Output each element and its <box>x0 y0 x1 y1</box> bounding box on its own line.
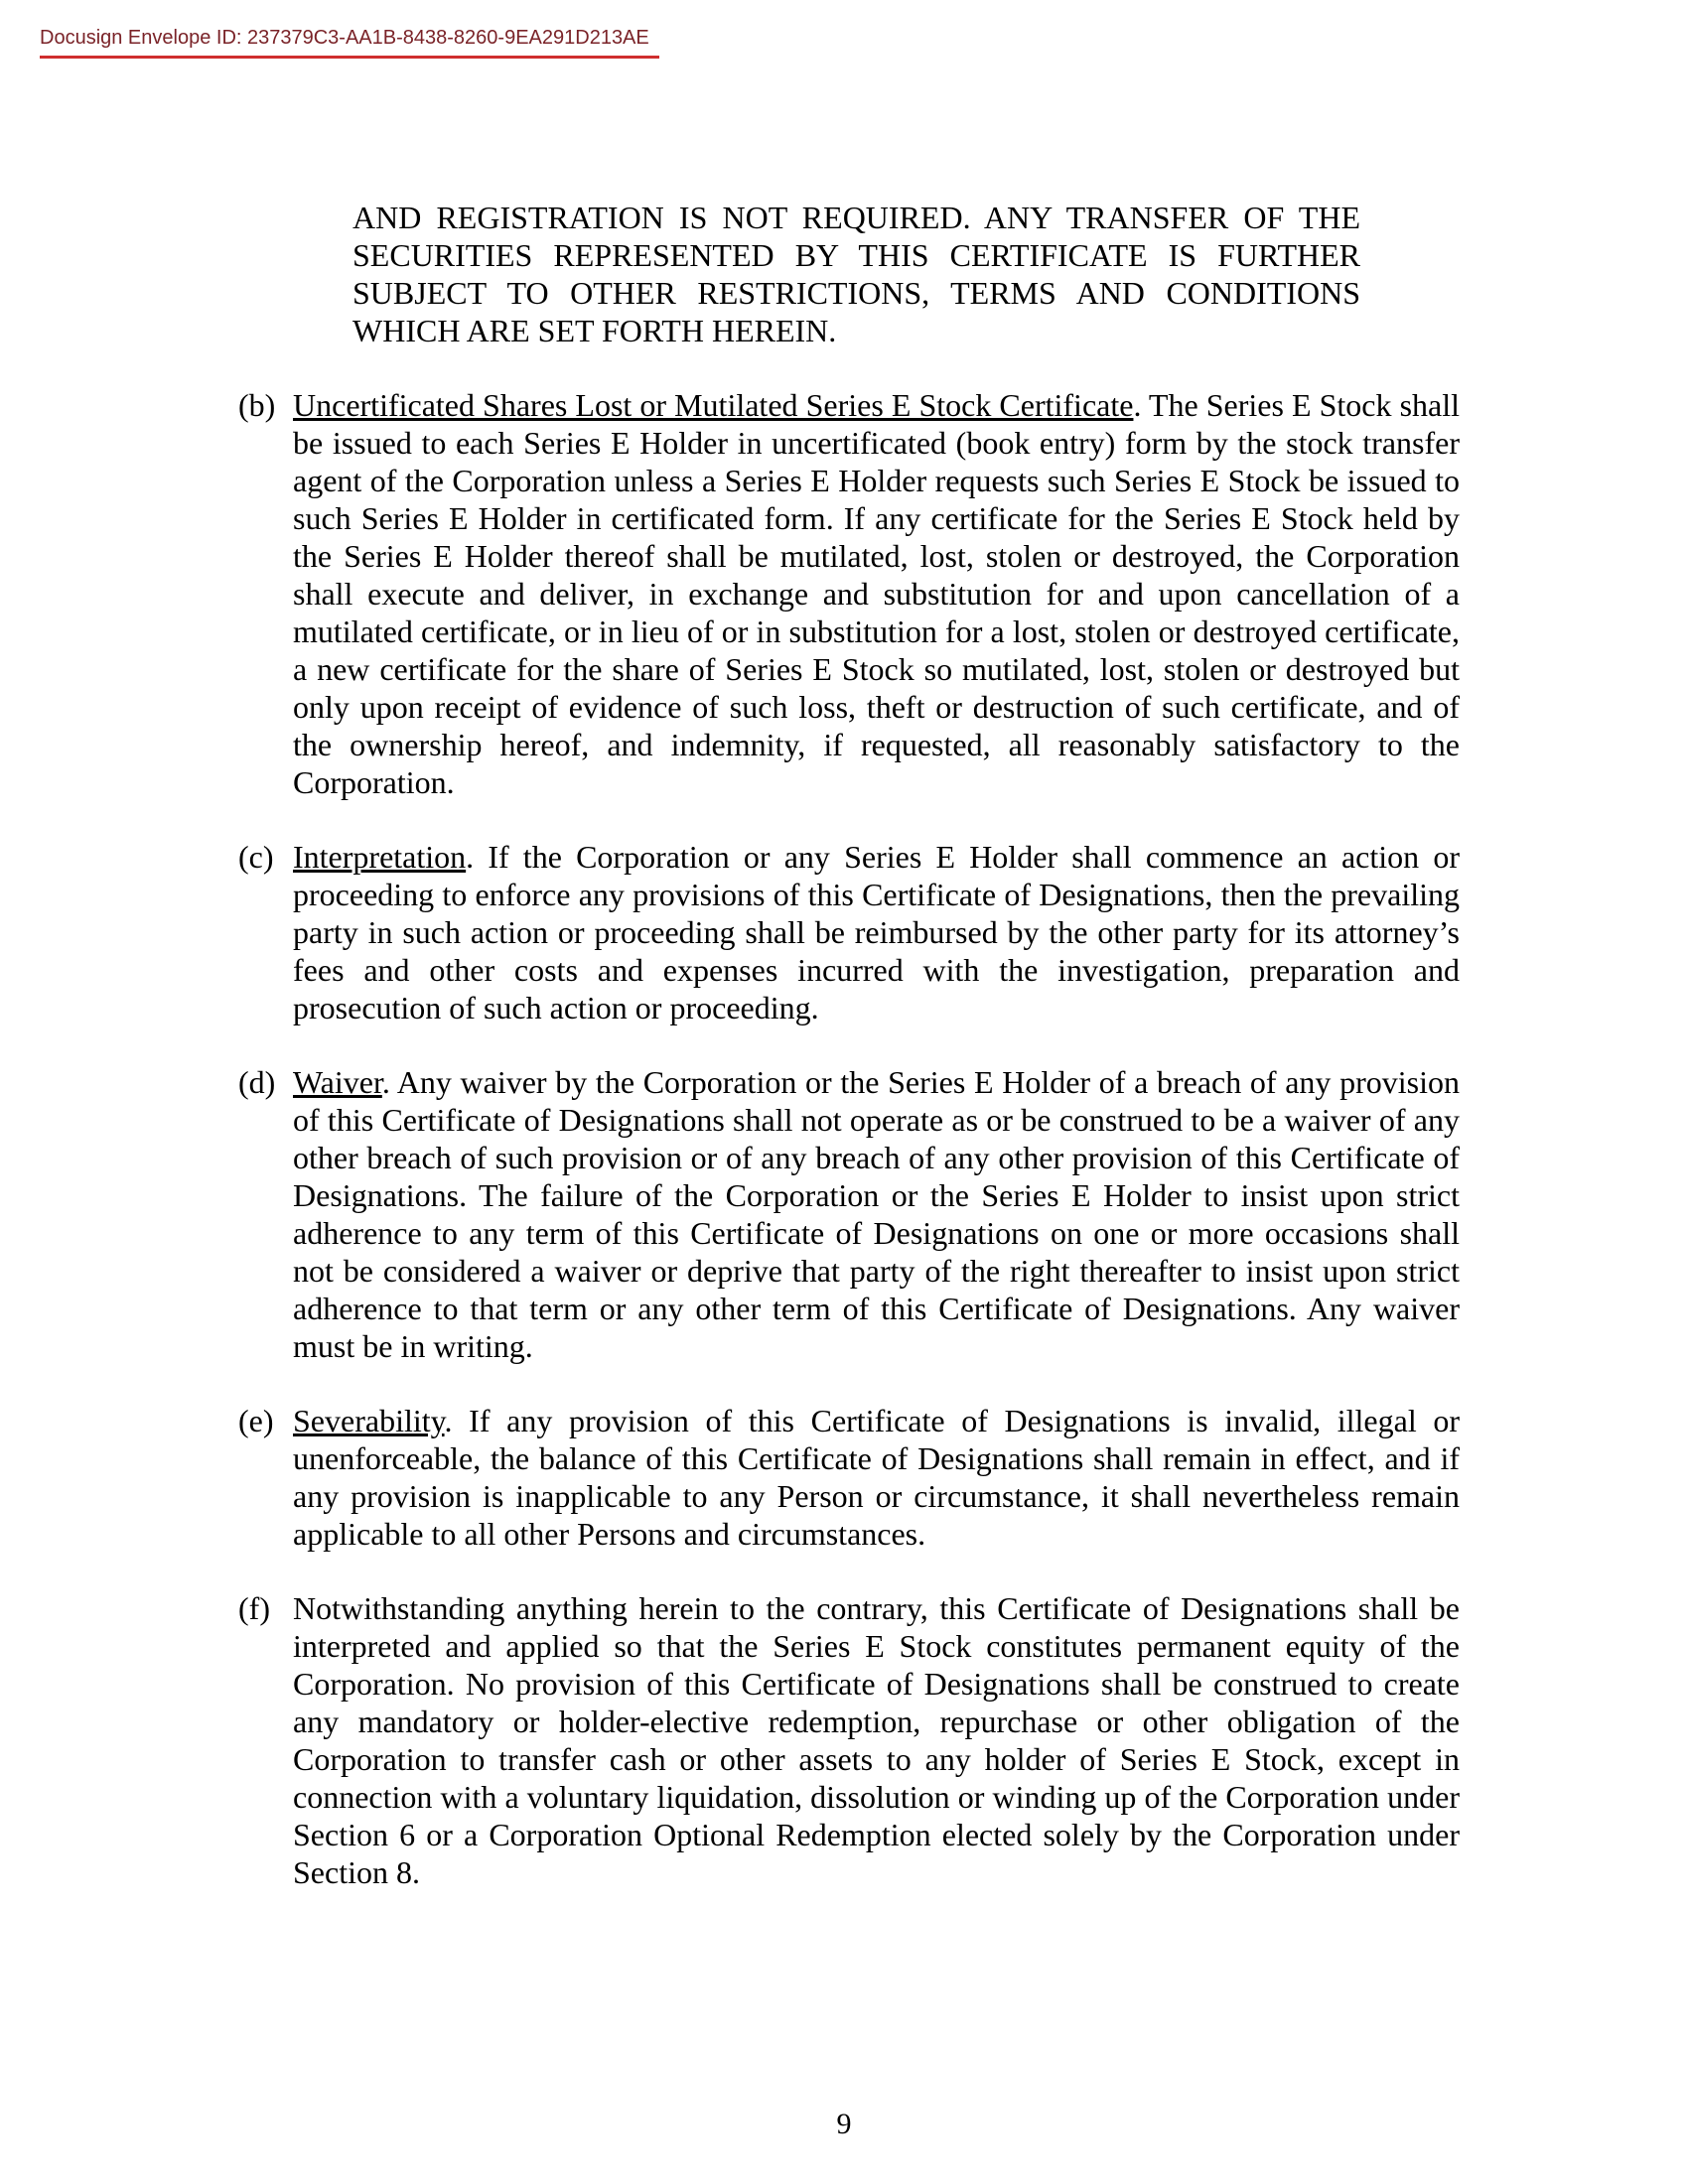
item-heading-punct: . <box>466 839 475 875</box>
item-heading-punct: . <box>381 1064 390 1100</box>
item-marker: (e) <box>238 1403 274 1438</box>
page-number: 9 <box>836 2108 852 2140</box>
item-heading-punct: . <box>1133 387 1142 423</box>
item-body-text: If the Corporation or any Series E Holder shall commence an action or proceeding to enforce any provisions of this Certificate of Designations, then the prevailing party in such action or proceeding shall be reimbursed by the other party for its attorney’s fees and other costs and expenses incurred with the investigation, preparation and prosecution of such action or proceeding. <box>293 839 1460 1025</box>
paragraph-item-b <box>238 386 1460 801</box>
docusign-envelope-header <box>40 26 659 59</box>
item-body-text: The Series E Stock shall be issued to each Series E Holder in uncertificated (book entry) form by the stock transfer agent of the Corporation unless a Series E Holder requests such Series E Stock be issued to such Series E Holder in certificated form. If any certificate for the Series E Stock held by the Series E Holder thereof shall be mutilated, lost, stolen or destroyed, the Corporation shall execute and deliver, in exchange and substitution for and upon cancellation of a mutilated certificate, or in lieu of or in substitution for a lost, stolen or destroyed certificate, a new certificate for the share of Series E Stock so mutilated, lost, stolen or destroyed but only upon receipt of evidence of such loss, theft or destruction of such certificate, and of the ownership hereof, and indemnity, if requested, all reasonably satisfactory to the Corporation. <box>293 387 1461 800</box>
securities-legend-paragraph: AND REGISTRATION IS NOT REQUIRED. ANY TRANSFER OF THE SECURITIES REPRESENTED BY THIS CERTIFICATE IS FURTHER SUBJECT TO OTHER RESTRICTIONS, TERMS AND CONDITIONS WHICH ARE SET FORTH HEREIN. <box>352 200 1360 348</box>
item-heading: Interpretation <box>293 839 467 875</box>
item-marker: (f) <box>238 1590 270 1626</box>
paragraph-item-f <box>238 1589 1460 1891</box>
item-body-text: Notwithstanding anything herein to the contrary, this Certificate of Designations shall be interpreted and applied so that the Series E Stock constitutes permanent equity of the Corporation. No provision of this Certificate of Designations shall be construed to create any mandatory or holder-elective redemption, repurchase or other obligation of the Corporation to transfer cash or other assets to any holder of Series E Stock, except in connection with a voluntary liquidation, dissolution or winding up of the Corporation under Section 6 or a Corporation Optional Redemption elected solely by the Corporation under Section 8. <box>293 1590 1460 1890</box>
item-heading: Uncertificated Shares Lost or Mutilated Series E Stock Certificate <box>293 387 1134 423</box>
paragraph-item-c <box>238 838 1460 1026</box>
item-heading: Waiver <box>293 1064 382 1100</box>
item-marker: (b) <box>238 387 276 423</box>
item-marker: (d) <box>238 1064 276 1100</box>
item-heading-punct: . <box>444 1403 453 1438</box>
paragraph-item-d <box>238 1063 1460 1365</box>
item-body-text: Any waiver by the Corporation or the Series E Holder of a breach of any provision of this Certificate of Designations shall not operate as or be construed to be a waiver of any other breach of such provision or of any breach of any other provision of this Certificate of Designations. The failure of the Corporation or the Series E Holder to insist upon strict adherence to any term of this Certificate of Designations on one or more occasions shall not be considered a waiver or deprive that party of the right thereafter to insist upon strict adherence to that term or any other term of this Certificate of Designations. Any waiver must be in writing. <box>293 1064 1460 1364</box>
item-marker: (c) <box>238 839 274 875</box>
paragraph-item-e <box>238 1402 1460 1553</box>
item-body-text: If any provision of this Certificate of Designations is invalid, illegal or unenforceable, the balance of this Certificate of Designations shall remain in effect, and if any provision is inapplicable to any Person or circumstance, it shall nevertheless remain applicable to all other Persons and circumstances. <box>293 1403 1460 1552</box>
item-heading: Severability <box>293 1403 445 1438</box>
docusign-envelope-id: Docusign Envelope ID: 237379C3-AA1B-8438-8260-9EA291D213AE <box>40 27 649 49</box>
